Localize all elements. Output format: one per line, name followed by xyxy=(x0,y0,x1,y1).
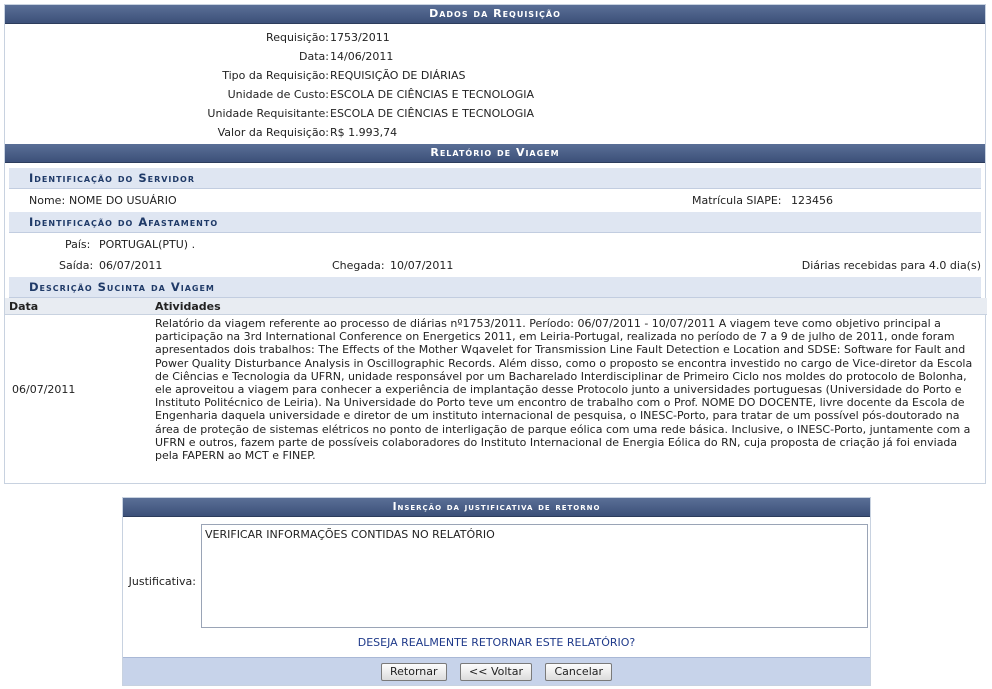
req-value: REQUISIÇÃO DE DIÁRIAS xyxy=(330,69,466,82)
chegada-value: 10/07/2011 xyxy=(390,259,454,272)
req-label: Unidade de Custo: xyxy=(227,88,329,101)
servidor-line xyxy=(5,189,985,210)
table-row xyxy=(5,315,987,465)
chegada-label: Chegada: xyxy=(332,259,385,272)
afastamento-heading: Identificação do Afastamento xyxy=(9,212,981,233)
retornar-button[interactable]: Retornar xyxy=(381,663,447,681)
req-label: Requisição: xyxy=(266,31,329,44)
confirm-question: DESEJA REALMENTE RETORNAR ESTE RELATÓRIO? xyxy=(357,636,636,649)
servidor-heading: Identificação do Servidor xyxy=(9,168,981,189)
req-label: Data: xyxy=(299,50,329,63)
req-row-requisicao xyxy=(5,27,985,46)
descricao-heading: Descrição Sucinta da Viagem xyxy=(9,277,981,298)
saida-value: 06/07/2011 xyxy=(99,259,163,272)
pais-value: PORTUGAL(PTU) . xyxy=(99,238,196,251)
req-value: ESCOLA DE CIÊNCIAS E TECNOLOGIA xyxy=(330,107,534,120)
req-row-unidade-requisitante xyxy=(5,103,985,122)
periodo-line xyxy=(5,254,985,274)
cancelar-button[interactable]: Cancelar xyxy=(545,663,612,681)
req-value: R$ 1.993,74 xyxy=(330,126,398,139)
form-footer xyxy=(123,657,870,685)
relatorio-viagem-caption: Relatório de Viagem xyxy=(5,144,985,163)
row-data: 06/07/2011 xyxy=(12,383,76,397)
saida-label: Saída: xyxy=(59,259,94,272)
dados-requisicao-caption: Dados da Requisição xyxy=(5,5,985,24)
req-value: ESCOLA DE CIÊNCIAS E TECNOLOGIA xyxy=(330,88,534,101)
justificativa-form xyxy=(122,497,871,686)
requisicao-panel xyxy=(4,4,986,484)
req-value: 1753/2011 xyxy=(330,31,390,44)
req-row-data xyxy=(5,46,985,65)
pais-label: País: xyxy=(65,238,91,251)
nome-value: NOME DO USUÁRIO xyxy=(69,194,177,207)
col-atividades-header: Atividades xyxy=(151,298,987,315)
nome-label: Nome: xyxy=(29,194,66,207)
req-value: 14/06/2011 xyxy=(330,50,394,63)
req-label: Valor da Requisição: xyxy=(217,126,329,139)
pais-line xyxy=(5,233,985,254)
table-header-row xyxy=(5,298,987,315)
diarias-recebidas: Diárias recebidas para 4.0 dia(s) xyxy=(801,259,981,272)
atividades-table xyxy=(5,298,987,464)
col-data-header: Data xyxy=(5,298,151,315)
matricula-label: Matrícula SIAPE: xyxy=(692,194,782,207)
req-row-tipo xyxy=(5,65,985,84)
req-row-unidade-custo xyxy=(5,84,985,103)
justificativa-label: Justificativa: xyxy=(128,575,196,588)
row-atividades: Relatório da viagem referente ao processo de diárias nº1753/2011. Período: 06/07/2011 - 10/07/2011 A viagem teve como objetivo principal a participação na 3rd International Conference on Energetics 2011, em Leiria-Portugal, realizada no período de 7 a 9 de julho de 2011, onde foram apresentados dois trabalhos: The Effects of the Mother Wqavelet for Transmission Line Fault Detection e Location and SDSE: Software for Fault and Power Quality Disturbance Analysis in Oscillographic Records. Além disso, como o proposto se encontra investido no cargo de Vice-diretor da Escola de Ciências e Tecnologia da UFRN, unidade responsável por um Bacharelado Interdisciplinar de Primeiro Ciclo nos moldes do protocolo de Bolonha, ele aproveitou a viagem para conhecer a experiência de implantação desse Protocolo junto a universidades portuguesas (Universidade do Porto e Instituto Politécnico de Leiria). Na Universidade do Porto teve um encontro de trabalho com o Prof. NOME DO DOCENTE, livre docente da Escola de Engenharia daquela universidade e diretor de um instituto internacional de pesquisa, o INESC-Porto, para tratar de um possível pós-doutorado na área de proteção de sistemas elétricos no ponto de interligação de parque eólica com uma rede básica. Inclusive, o INESC-Porto, juntamente com a UFRN e outros, fazem parte de possíveis colaboradores do Instituto Internacional de Energia Eólica do RN, cuja proposta de criação já foi enviada pela FAPERN ao MCT e FINEP. xyxy=(155,317,973,463)
req-label: Tipo da Requisição: xyxy=(222,69,329,82)
justificativa-caption: Inserção da justificativa de retorno xyxy=(123,498,870,517)
matricula-value: 123456 xyxy=(791,194,833,207)
req-label: Unidade Requisitante: xyxy=(207,107,329,120)
justificativa-textarea[interactable] xyxy=(201,524,868,628)
voltar-button[interactable]: << Voltar xyxy=(460,663,532,681)
req-row-valor xyxy=(5,122,985,141)
